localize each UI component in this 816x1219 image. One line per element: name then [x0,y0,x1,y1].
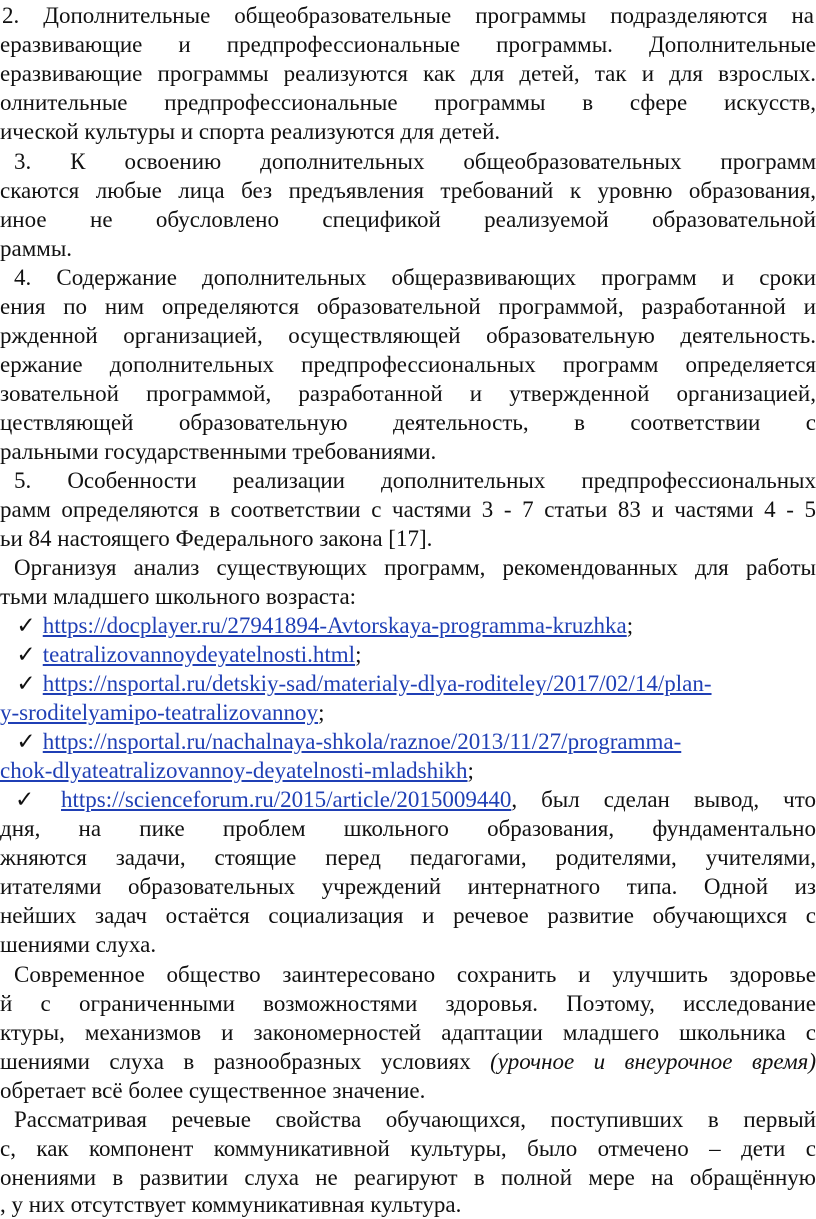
paragraph-9-line: онениями в развитии слуха не реагируют в полной мере на обращённую [0,1165,816,1190]
paragraph-7-text: , был сделан вывод, что [511,787,816,812]
checkmark-icon: ✓ [16,642,36,667]
paragraph-4-line: ржденной организацией, осуществляющей образовательную деятельность. [0,323,816,348]
paragraph-6-line: тьми младшего школьного возраста: [0,584,357,609]
paragraph-7-line: нейших задач остаётся социализация и речевое развитие обучающихся с [0,903,816,928]
link-list-item-continuation [0,757,816,785]
separator: ; [355,642,362,667]
paragraph-7-line: жняются задачи, стоящие перед педагогами, родителями, учителями, [0,845,816,870]
paragraph-8-line: обретает всё более существенное значение. [0,1078,426,1103]
paragraph-7-line: итателями образовательных учреждений интернатного типа. Одной из [0,874,816,899]
checkmark-icon: ✓ [16,613,36,638]
paragraph-4-line: ральными государственными требованиями. [0,439,437,464]
paragraph-4-line: ержание дополнительных предпрофессиональных программ определяется [0,352,816,377]
link-list-item [0,670,816,698]
scienceforum-link[interactable]: https://scienceforum.ru/2015/article/2015009440 [61,787,512,812]
paragraph-8-text: шениями слуха в разнообразных условиях [0,1049,491,1074]
link-list-item-continuation [0,699,816,727]
paragraph-7-line: дня, на пике проблем школьного образования, фундаментально [0,816,816,841]
paragraph-3-line: иное не обусловлено спецификой реализуемой образовательной [0,207,816,232]
nsportal-detskiy-sad-link-continued[interactable]: y-sroditelyamipo-teatralizovannoy [0,700,319,725]
paragraph-5-line: рамм определяются в соответствии с частями 3 - 7 статьи 83 и частями 4 - 5 [0,497,816,522]
paragraph-8-italic: (урочное и внеурочное время) [490,1049,816,1074]
paragraph-2-line: еразвивающие программы реализуются как для детей, так и для взрослых. [0,61,816,86]
link-list-item [0,612,816,640]
paragraph-9-line: , у них отсутствует коммуникативная культура. [0,1192,462,1217]
paragraph-7-line: шениями слуха. [0,932,157,957]
separator: ; [626,613,634,638]
nsportal-nachalnaya-shkola-link-continued[interactable]: chok-dlyateatralizovannoy-deyatelnosti-mladshikh [0,758,468,783]
paragraph-8-line [0,1048,816,1076]
separator: ; [318,700,325,725]
paragraph-4-line: ения по ним определяются образовательной программой, разработанной и [0,294,816,319]
checkmark-icon: ✓ [16,671,36,696]
paragraph-6-line: Организуя анализ существующих программ, рекомендованных для работы [14,555,816,580]
paragraph-8-line: й с ограниченными возможностями здоровья. Поэтому, исследование [0,991,816,1016]
checkmark-icon: ✓ [16,729,36,754]
checkmark-icon: ✓ [15,787,35,812]
paragraph-2-line: 2. Дополнительные общеобразовательные программы подразделяются на [2,3,814,28]
link-list-item [0,786,816,814]
docplayer-link[interactable]: https://docplayer.ru/27941894-Avtorskaya-programma-kruzhka [42,613,627,638]
paragraph-2-line: ической культуры и спорта реализуются для детей. [0,119,501,144]
link-list-item [0,641,816,669]
separator: ; [467,758,474,783]
paragraph-5-line: 5. Особенности реализации дополнительных предпрофессиональных [14,468,816,493]
link-list-item [0,728,816,756]
paragraph-8-line: ктуры, механизмов и закономерностей адаптации младшего школьника с [0,1020,816,1045]
paragraph-9-line: Рассматривая речевые свойства обучающихся, поступивших в первый [14,1107,816,1132]
teatralizovannoy-link[interactable]: teatralizovannoydeyatelnosti.html [42,642,356,667]
paragraph-3-line: раммы. [0,236,73,261]
nsportal-nachalnaya-shkola-link[interactable]: https://nsportal.ru/nachalnaya-shkola/raznoe/2013/11/27/programma- [42,729,682,754]
paragraph-9-line: с, как компонент коммуникативной культуры, было отмечено – дети с [0,1136,816,1161]
nsportal-detskiy-sad-link[interactable]: https://nsportal.ru/detskiy-sad/materialy-dlya-roditeley/2017/02/14/plan- [42,671,712,696]
paragraph-4-line: 4. Содержание дополнительных общеразвивающих программ и сроки [14,265,816,290]
paragraph-2-line: олнительные предпрофессиональные программы в сфере искусств, [0,90,816,115]
paragraph-3-line: 3. К освоению дополнительных общеобразовательных программ [14,149,816,174]
paragraph-4-line: цествляющей образовательную деятельность, в соответствии с [0,410,816,435]
paragraph-4-line: зовательной программой, разработанной и утвержденной организацией, [0,381,816,406]
paragraph-3-line: скаются любые лица без предъявления требований к уровню образования, [0,178,816,203]
paragraph-8-line: Современное общество заинтересовано сохранить и улучшить здоровье [14,962,816,987]
paragraph-2-line: еразвивающие и предпрофессиональные программы. Дополнительные [0,32,816,57]
paragraph-5-line: ьи 84 настоящего Федерального закона [17]. [0,526,433,551]
